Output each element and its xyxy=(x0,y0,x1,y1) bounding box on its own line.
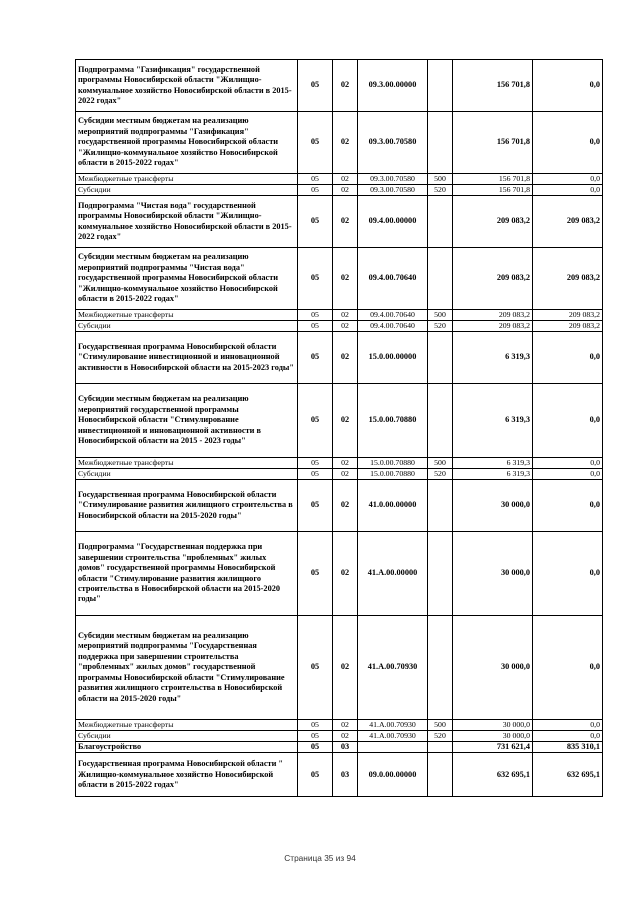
row-name-cell: Межбюджетные трансферты xyxy=(76,310,298,321)
row-section-cell: 05 xyxy=(298,458,333,469)
row-section-cell: 05 xyxy=(298,731,333,742)
row-expense-type-cell xyxy=(428,742,453,753)
row-expense-type-cell xyxy=(428,60,453,112)
row-name-cell: Субсидии xyxy=(76,731,298,742)
row-name-cell: Субсидии xyxy=(76,185,298,196)
row-amount-year1-cell: 209 083,2 xyxy=(453,248,533,310)
row-target-article-cell: 15.0.00.70880 xyxy=(358,384,428,458)
row-name-cell: Подпрограмма "Чистая вода" государственной программы Новосибирской области "Жилищно-коммунальное хозяйство Новосибирской области в 2015-2022 годах" xyxy=(76,196,298,248)
row-amount-year1-cell: 6 319,3 xyxy=(453,384,533,458)
table-row xyxy=(76,753,603,797)
row-expense-type-cell: 500 xyxy=(428,174,453,185)
row-section-cell: 05 xyxy=(298,384,333,458)
row-target-article-cell: 09.3.00.70580 xyxy=(358,174,428,185)
table-row xyxy=(76,310,603,321)
table-row xyxy=(76,384,603,458)
row-expense-type-cell xyxy=(428,480,453,532)
row-name-cell: Государственная программа Новосибирской области "Стимулирование инвестиционной и инновационной активности в Новосибирской области на 2015-2023 годы" xyxy=(76,332,298,384)
row-amount-year2-cell: 0,0 xyxy=(533,60,603,112)
row-expense-type-cell: 500 xyxy=(428,458,453,469)
table-row xyxy=(76,480,603,532)
row-target-article-cell: 41.А.00.00000 xyxy=(358,532,428,616)
table-row xyxy=(76,532,603,616)
row-subsection-cell: 02 xyxy=(333,174,358,185)
row-subsection-cell: 02 xyxy=(333,248,358,310)
row-amount-year2-cell: 209 083,2 xyxy=(533,248,603,310)
table-row xyxy=(76,60,603,112)
row-amount-year1-cell: 6 319,3 xyxy=(453,469,533,480)
row-amount-year2-cell: 0,0 xyxy=(533,480,603,532)
row-expense-type-cell: 520 xyxy=(428,185,453,196)
table-row xyxy=(76,174,603,185)
row-amount-year2-cell: 632 695,1 xyxy=(533,753,603,797)
row-expense-type-cell: 520 xyxy=(428,731,453,742)
row-name-cell: Субсидии местным бюджетам на реализацию мероприятий подпрограммы "Газификация" государственной программы Новосибирской области "Жилищно-коммунальное хозяйство Новосибирской области в 2015-2022 годах" xyxy=(76,112,298,174)
row-amount-year2-cell: 0,0 xyxy=(533,185,603,196)
row-target-article-cell: 09.4.00.00000 xyxy=(358,196,428,248)
row-amount-year1-cell: 156 701,8 xyxy=(453,112,533,174)
row-subsection-cell: 02 xyxy=(333,731,358,742)
row-target-article-cell: 09.4.00.70640 xyxy=(358,248,428,310)
row-expense-type-cell xyxy=(428,196,453,248)
table-row xyxy=(76,196,603,248)
row-section-cell: 05 xyxy=(298,720,333,731)
row-subsection-cell: 02 xyxy=(333,384,358,458)
row-subsection-cell: 02 xyxy=(333,196,358,248)
row-expense-type-cell: 500 xyxy=(428,720,453,731)
row-expense-type-cell xyxy=(428,384,453,458)
table-row xyxy=(76,185,603,196)
row-target-article-cell: 09.4.00.70640 xyxy=(358,321,428,332)
table-row xyxy=(76,742,603,753)
row-section-cell: 05 xyxy=(298,248,333,310)
table-row xyxy=(76,248,603,310)
row-section-cell: 05 xyxy=(298,196,333,248)
row-section-cell: 05 xyxy=(298,112,333,174)
row-amount-year1-cell: 156 701,8 xyxy=(453,60,533,112)
table-row xyxy=(76,321,603,332)
row-target-article-cell: 09.3.00.70580 xyxy=(358,185,428,196)
row-target-article-cell: 41.А.00.70930 xyxy=(358,731,428,742)
row-amount-year1-cell: 632 695,1 xyxy=(453,753,533,797)
table-row xyxy=(76,720,603,731)
row-expense-type-cell xyxy=(428,532,453,616)
row-subsection-cell: 03 xyxy=(333,753,358,797)
row-name-cell: Межбюджетные трансферты xyxy=(76,174,298,185)
row-amount-year1-cell: 30 000,0 xyxy=(453,720,533,731)
row-target-article-cell: 09.3.00.70580 xyxy=(358,112,428,174)
table-row xyxy=(76,112,603,174)
row-amount-year2-cell: 209 083,2 xyxy=(533,196,603,248)
row-amount-year1-cell: 6 319,3 xyxy=(453,458,533,469)
row-subsection-cell: 02 xyxy=(333,720,358,731)
row-name-cell: Субсидии xyxy=(76,469,298,480)
row-amount-year2-cell: 0,0 xyxy=(533,469,603,480)
row-name-cell: Благоустройство xyxy=(76,742,298,753)
row-amount-year1-cell: 731 621,4 xyxy=(453,742,533,753)
row-name-cell: Межбюджетные трансферты xyxy=(76,720,298,731)
row-amount-year2-cell: 835 310,1 xyxy=(533,742,603,753)
row-amount-year2-cell: 0,0 xyxy=(533,174,603,185)
row-subsection-cell: 02 xyxy=(333,458,358,469)
row-section-cell: 05 xyxy=(298,616,333,720)
row-section-cell: 05 xyxy=(298,532,333,616)
row-name-cell: Субсидии xyxy=(76,321,298,332)
row-target-article-cell: 09.0.00.00000 xyxy=(358,753,428,797)
row-amount-year2-cell: 0,0 xyxy=(533,720,603,731)
row-name-cell: Подпрограмма "Газификация" государственной программы Новосибирской области "Жилищно-коммунальное хозяйство Новосибирской области в 2015-2022 годах" xyxy=(76,60,298,112)
row-amount-year1-cell: 156 701,8 xyxy=(453,185,533,196)
row-amount-year1-cell: 156 701,8 xyxy=(453,174,533,185)
row-expense-type-cell: 520 xyxy=(428,321,453,332)
row-expense-type-cell xyxy=(428,616,453,720)
row-subsection-cell: 02 xyxy=(333,332,358,384)
row-amount-year2-cell: 0,0 xyxy=(533,332,603,384)
table-row xyxy=(76,332,603,384)
row-expense-type-cell xyxy=(428,332,453,384)
row-name-cell: Подпрограмма "Государственная поддержка при завершении строительства "проблемных" жилых домов" государственной программы Новосибирской области "Стимулирование развития жилищного строительства в Новосибирской области на 2015-2020 годы" xyxy=(76,532,298,616)
row-subsection-cell: 02 xyxy=(333,480,358,532)
row-amount-year2-cell: 209 083,2 xyxy=(533,310,603,321)
table-row xyxy=(76,616,603,720)
row-subsection-cell: 02 xyxy=(333,185,358,196)
row-amount-year1-cell: 30 000,0 xyxy=(453,532,533,616)
row-name-cell: Государственная программа Новосибирской области "Стимулирование развития жилищного строительства в Новосибирской области на 2015-2020 годы" xyxy=(76,480,298,532)
row-target-article-cell: 09.4.00.70640 xyxy=(358,310,428,321)
row-subsection-cell: 03 xyxy=(333,742,358,753)
budget-table xyxy=(75,59,603,797)
row-section-cell: 05 xyxy=(298,60,333,112)
budget-table-body xyxy=(76,60,603,797)
row-subsection-cell: 02 xyxy=(333,60,358,112)
row-name-cell: Субсидии местным бюджетам на реализацию мероприятий подпрограммы "Чистая вода" государственной программы Новосибирской области "Жилищно-коммунальное хозяйство Новосибирской области в 2015-2022 годах" xyxy=(76,248,298,310)
table-row xyxy=(76,731,603,742)
row-amount-year2-cell: 209 083,2 xyxy=(533,321,603,332)
row-amount-year2-cell: 0,0 xyxy=(533,616,603,720)
row-expense-type-cell xyxy=(428,112,453,174)
row-target-article-cell: 41.А.00.70930 xyxy=(358,616,428,720)
row-amount-year1-cell: 30 000,0 xyxy=(453,731,533,742)
row-subsection-cell: 02 xyxy=(333,321,358,332)
row-target-article-cell: 41.0.00.00000 xyxy=(358,480,428,532)
row-expense-type-cell xyxy=(428,248,453,310)
row-subsection-cell: 02 xyxy=(333,112,358,174)
row-subsection-cell: 02 xyxy=(333,532,358,616)
row-section-cell: 05 xyxy=(298,753,333,797)
row-section-cell: 05 xyxy=(298,469,333,480)
row-expense-type-cell xyxy=(428,753,453,797)
row-target-article-cell: 15.0.00.00000 xyxy=(358,332,428,384)
row-amount-year1-cell: 30 000,0 xyxy=(453,616,533,720)
row-section-cell: 05 xyxy=(298,310,333,321)
row-section-cell: 05 xyxy=(298,332,333,384)
row-amount-year2-cell: 0,0 xyxy=(533,458,603,469)
row-name-cell: Субсидии местным бюджетам на реализацию мероприятий государственной программы Новосибирской области "Стимулирование инвестиционной и инновационной активности в Новосибирской области на 2015 - 2023 годы" xyxy=(76,384,298,458)
row-target-article-cell: 41.А.00.70930 xyxy=(358,720,428,731)
row-section-cell: 05 xyxy=(298,185,333,196)
row-amount-year1-cell: 30 000,0 xyxy=(453,480,533,532)
row-amount-year1-cell: 209 083,2 xyxy=(453,321,533,332)
row-expense-type-cell: 520 xyxy=(428,469,453,480)
row-amount-year2-cell: 0,0 xyxy=(533,731,603,742)
row-amount-year1-cell: 209 083,2 xyxy=(453,310,533,321)
row-expense-type-cell: 500 xyxy=(428,310,453,321)
row-section-cell: 05 xyxy=(298,742,333,753)
row-section-cell: 05 xyxy=(298,321,333,332)
row-name-cell: Государственная программа Новосибирской области " Жилищно-коммунальное хозяйство Новосибирской области в 2015-2022 годах" xyxy=(76,753,298,797)
row-amount-year2-cell: 0,0 xyxy=(533,112,603,174)
row-section-cell: 05 xyxy=(298,480,333,532)
row-subsection-cell: 02 xyxy=(333,310,358,321)
row-amount-year1-cell: 209 083,2 xyxy=(453,196,533,248)
page-number: Страница 35 из 94 xyxy=(284,853,356,863)
row-amount-year1-cell: 6 319,3 xyxy=(453,332,533,384)
row-subsection-cell: 02 xyxy=(333,616,358,720)
row-name-cell: Субсидии местным бюджетам на реализацию мероприятий подпрограммы "Государственная поддержка при завершении строительства "проблемных" жилых домов" государственной программы Новосибирской области "Стимулирование развития жилищного строительства в Новосибирской области на 2015-2020 годы" xyxy=(76,616,298,720)
row-target-article-cell: 09.3.00.00000 xyxy=(358,60,428,112)
table-row xyxy=(76,469,603,480)
table-row xyxy=(76,458,603,469)
row-target-article-cell xyxy=(358,742,428,753)
row-target-article-cell: 15.0.00.70880 xyxy=(358,458,428,469)
row-amount-year2-cell: 0,0 xyxy=(533,384,603,458)
row-section-cell: 05 xyxy=(298,174,333,185)
row-subsection-cell: 02 xyxy=(333,469,358,480)
row-name-cell: Межбюджетные трансферты xyxy=(76,458,298,469)
row-target-article-cell: 15.0.00.70880 xyxy=(358,469,428,480)
row-amount-year2-cell: 0,0 xyxy=(533,532,603,616)
